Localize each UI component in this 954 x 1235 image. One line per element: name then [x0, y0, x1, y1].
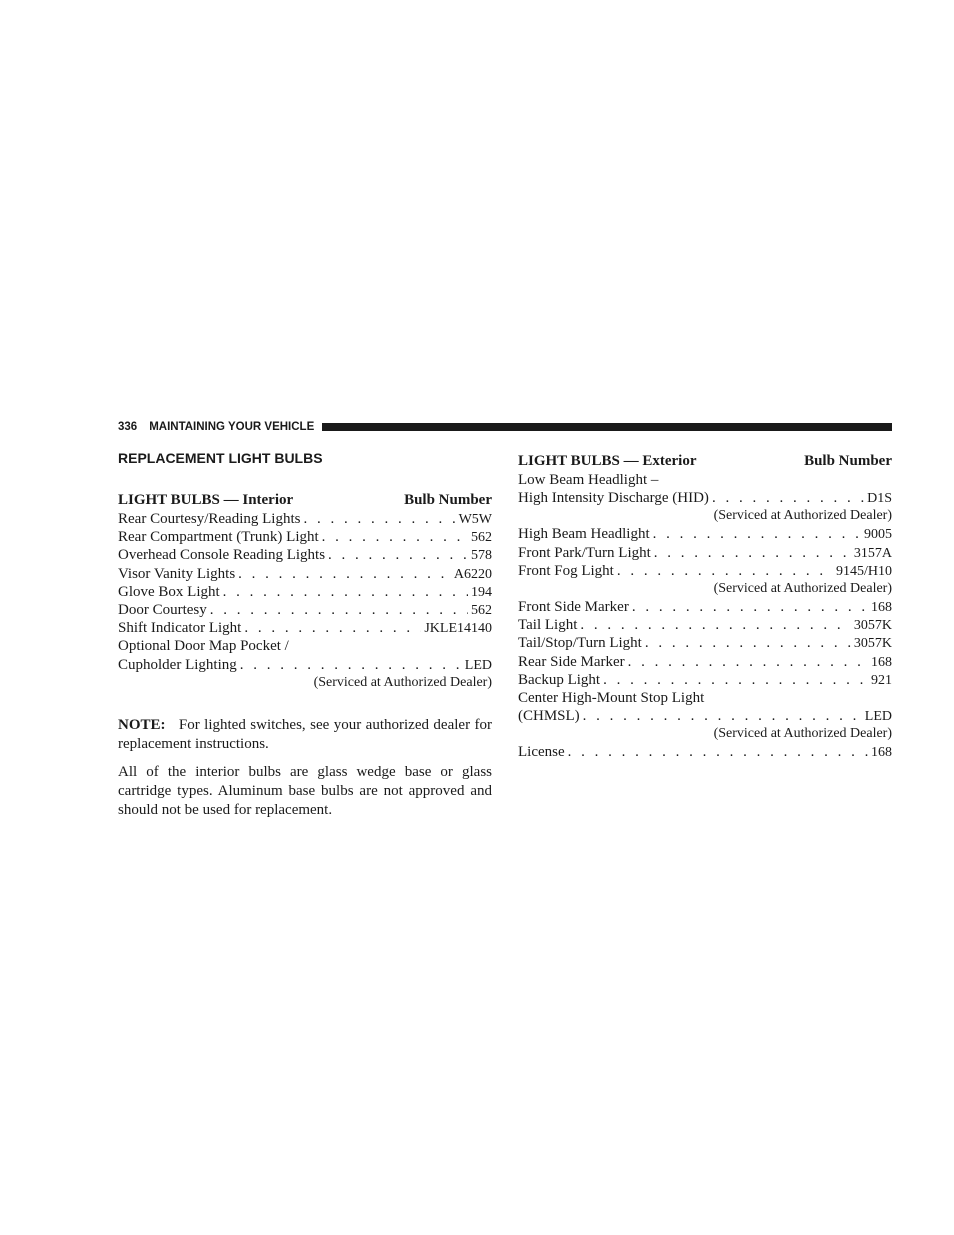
list-item: [518, 707, 892, 725]
list-item: [518, 489, 892, 507]
list-item: [518, 616, 892, 634]
bulb-number: 3157A: [853, 545, 892, 561]
dot-leader: [580, 616, 851, 634]
bulb-label: Overhead Console Reading Lights: [118, 547, 326, 564]
list-item: [118, 565, 492, 583]
dot-leader: [617, 562, 833, 580]
bulb-label: Shift Indicator Light: [118, 620, 242, 637]
bulb-number: LED: [864, 709, 892, 725]
interior-heading: LIGHT BULBS — Interior: [118, 492, 294, 508]
list-item: [518, 634, 892, 652]
dot-leader: [583, 707, 862, 725]
bulb-label: High Intensity Discharge (HID): [518, 490, 709, 507]
list-item: [118, 601, 492, 619]
bulb-label: Rear Side Marker: [518, 653, 625, 670]
dot-leader: [210, 601, 468, 619]
bulb-number: A6220: [453, 566, 492, 582]
bulb-label: Door Courtesy: [118, 601, 207, 618]
list-item: [518, 653, 892, 671]
dot-leader: [632, 598, 868, 616]
bulb-number: 168: [871, 654, 892, 670]
bulb-label: Front Park/Turn Light: [518, 544, 651, 561]
bulb-number: JKLE14140: [424, 621, 492, 637]
bulb-number: W5W: [458, 512, 492, 527]
interior-table-header: [118, 491, 492, 510]
dot-leader: [628, 653, 868, 671]
bulb-number: D1S: [867, 491, 892, 507]
bulb-number: 9145/H10: [836, 563, 892, 579]
bulb-number: 562: [471, 602, 492, 618]
interior-bulb-list: [118, 510, 492, 692]
bulb-info-paragraph: All of the interior bulbs are glass wedge base or glass cartridge types. Aluminum base bulbs are not approved and should not be used for replacement.: [118, 763, 492, 818]
bulb-label: Rear Compartment (Trunk) Light: [118, 529, 319, 546]
list-item: [118, 656, 492, 674]
bulb-number: 3057K: [853, 636, 892, 652]
bulb-label: Cupholder Lighting: [118, 656, 237, 673]
dot-leader: [653, 525, 861, 543]
page-number: 336: [118, 421, 138, 433]
bulb-number: LED: [464, 657, 492, 673]
bulb-number: 578: [471, 548, 492, 564]
bulb-label: Tail Light: [518, 617, 578, 634]
dot-leader: [603, 671, 868, 689]
service-note: (Serviced at Authorized Dealer): [713, 508, 892, 524]
list-item: [118, 619, 492, 637]
dot-leader: [328, 546, 468, 564]
bulb-number: 194: [471, 584, 492, 600]
service-note: (Serviced at Authorized Dealer): [713, 580, 892, 596]
dot-leader: [238, 565, 451, 583]
bulb-label: Front Side Marker: [518, 598, 629, 615]
note-label: NOTE:: [118, 716, 166, 733]
bulb-label: High Beam Headlight: [518, 526, 650, 543]
service-note: (Serviced at Authorized Dealer): [713, 726, 892, 742]
list-item: [118, 510, 492, 528]
exterior-bulb-list: [518, 471, 892, 761]
bulb-number: 3057K: [853, 618, 892, 634]
chmsl-line1: Center High-Mount Stop Light: [518, 689, 705, 706]
note-paragraph: [118, 716, 492, 754]
dot-leader: [568, 743, 868, 761]
header-rule: [322, 423, 892, 431]
list-item: [118, 546, 492, 564]
list-item: [518, 743, 892, 761]
bulb-number: 921: [871, 672, 892, 688]
bulb-number: 562: [471, 530, 492, 546]
bulb-label: Glove Box Light: [118, 583, 220, 600]
interior-col-heading: Bulb Number: [404, 492, 492, 508]
bulb-label: (CHMSL): [518, 708, 580, 725]
dot-leader: [240, 656, 462, 674]
bulb-number: 168: [871, 599, 892, 615]
bulb-label: License: [518, 744, 565, 761]
bulb-number: 9005: [864, 527, 892, 543]
list-item: [118, 583, 492, 601]
dot-leader: [654, 544, 851, 562]
dot-leader: [303, 510, 455, 528]
list-item: [518, 598, 892, 616]
page-header: [118, 419, 892, 435]
exterior-heading: LIGHT BULBS — Exterior: [518, 453, 697, 469]
list-item: [518, 544, 892, 562]
left-column: [118, 448, 492, 820]
dot-leader: [223, 583, 468, 601]
low-beam-line1: Low Beam Headlight –: [518, 472, 659, 488]
exterior-table-header: [518, 452, 892, 471]
dot-leader: [645, 634, 851, 652]
service-note: (Serviced at Authorized Dealer): [313, 674, 492, 690]
list-item: [118, 528, 492, 546]
dot-leader: [322, 528, 468, 546]
list-item: [518, 525, 892, 543]
bulb-number: 168: [871, 745, 892, 761]
list-item: [518, 671, 892, 689]
right-column: [518, 452, 892, 761]
section-title: MAINTAINING YOUR VEHICLE: [149, 421, 315, 433]
list-item: [518, 562, 892, 580]
bulb-label: Rear Courtesy/Reading Lights: [118, 511, 301, 527]
bulb-label: Front Fog Light: [518, 562, 614, 579]
bulb-label: Tail/Stop/Turn Light: [518, 635, 642, 652]
optional-line1: Optional Door Map Pocket /: [118, 638, 289, 655]
bulb-label: Visor Vanity Lights: [118, 565, 236, 582]
page-title: REPLACEMENT LIGHT BULBS: [118, 450, 323, 466]
bulb-label: Backup Light: [518, 671, 601, 688]
exterior-col-heading: Bulb Number: [804, 453, 892, 469]
note-text: For lighted switches, see your authorized dealer for replacement instructions.: [118, 716, 493, 752]
dot-leader: [244, 619, 421, 637]
dot-leader: [712, 489, 864, 507]
